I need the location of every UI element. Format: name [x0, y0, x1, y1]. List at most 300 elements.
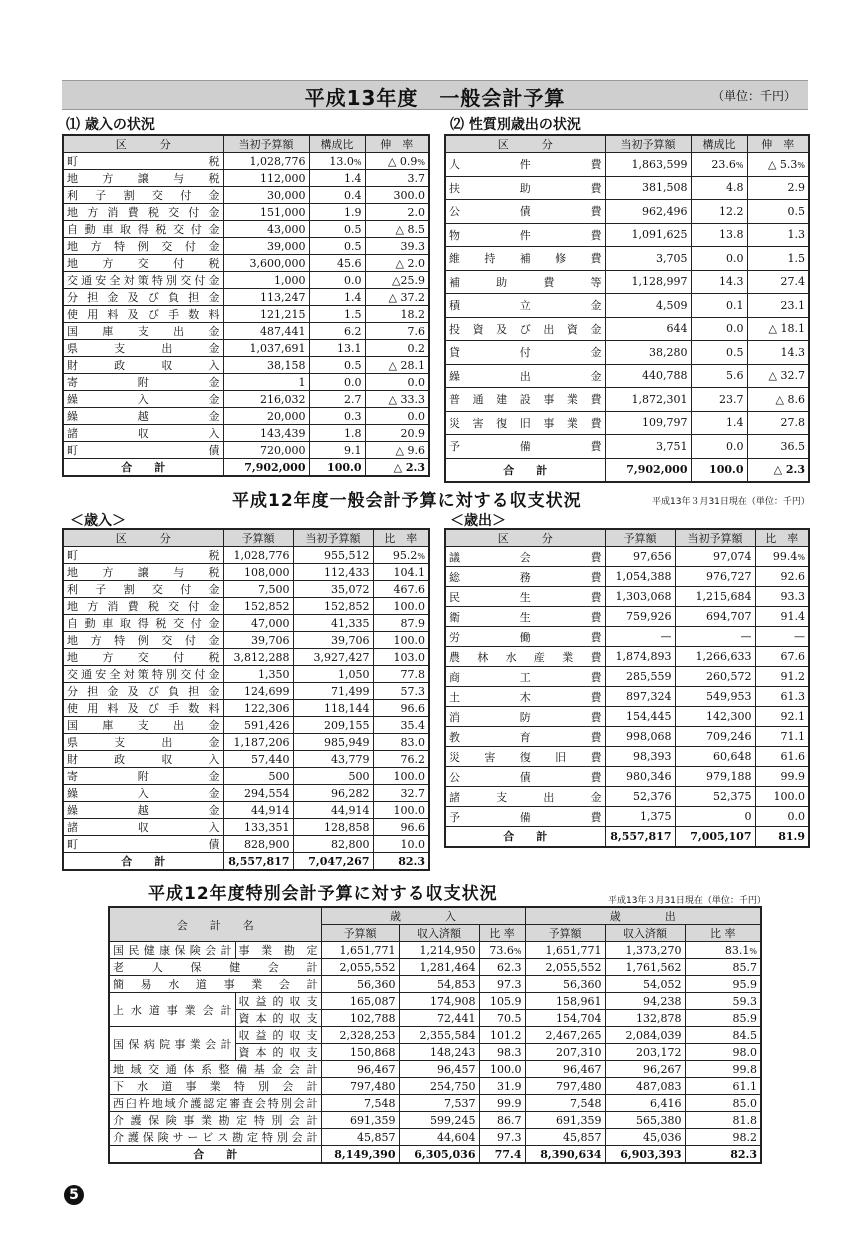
table-row [63, 323, 429, 340]
cell-value: 828,900 [223, 836, 293, 853]
cell-value: 56,360 [525, 976, 605, 993]
total-label: 合 計 [63, 853, 223, 871]
cell-value: 45.6 [309, 255, 365, 272]
cell-value: 2,328,253 [321, 1027, 399, 1044]
table-row [445, 747, 809, 767]
cell-value: 3.7 [365, 170, 429, 187]
cell-value: 96.6 [373, 700, 429, 717]
cell-value: 30,000 [223, 187, 309, 204]
cell-value: 98.2 [685, 1129, 761, 1146]
column-header: 伸 率 [747, 135, 809, 153]
cell-value: 96,467 [321, 1061, 399, 1078]
expenditure-header: 歳 出 [525, 907, 761, 925]
cell-value: 45,857 [525, 1129, 605, 1146]
cell-value: 151,000 [223, 204, 309, 221]
table-row [445, 294, 809, 318]
cell-value: 2,055,552 [525, 959, 605, 976]
column-header: 区 分 [445, 135, 605, 153]
cell-value: — [675, 627, 755, 647]
cell-value: 549,953 [675, 687, 755, 707]
cell-value: 71.1 [755, 727, 809, 747]
row-label: 地方譲与税 [63, 170, 223, 187]
cell-value: 152,852 [293, 598, 373, 615]
cell-value: 38,280 [605, 341, 691, 365]
cell-value: 1.3 [747, 223, 809, 247]
table-row [445, 388, 809, 412]
cell-value: 1,187,206 [223, 734, 293, 751]
total-row [109, 1146, 761, 1164]
cell-value: 1,863,599 [605, 153, 691, 177]
cell-value: 100.0 [373, 802, 429, 819]
cell-value: 209,155 [293, 717, 373, 734]
table-row [63, 819, 429, 836]
unit-note: （単位：千円） [711, 89, 796, 103]
row-label: 人件費 [445, 153, 605, 177]
header-row [63, 529, 429, 547]
cell-value: 1,091,625 [605, 223, 691, 247]
cell-value: 47,000 [223, 615, 293, 632]
cell-value: 158,961 [525, 993, 605, 1010]
total-value: 6,903,393 [605, 1146, 685, 1164]
cell-value: 979,188 [675, 767, 755, 787]
cell-value: 0.5 [309, 221, 365, 238]
column-header: 予算額 [605, 529, 675, 547]
column-header: 比 率 [685, 925, 761, 942]
table-row [445, 787, 809, 807]
total-value: 8,390,634 [525, 1146, 605, 1164]
cell-value: △ 8.6 [747, 388, 809, 412]
row-label: 教育費 [445, 727, 605, 747]
cell-value: 14.3 [691, 270, 747, 294]
cell-value: 73.6% [479, 942, 525, 959]
cell-value: 1,761,562 [605, 959, 685, 976]
column-header: 区 分 [63, 529, 223, 547]
table-row [63, 408, 429, 425]
table-row [445, 647, 809, 667]
cell-value: 1,373,270 [605, 942, 685, 959]
cell-value: 2,084,039 [605, 1027, 685, 1044]
cell-value: △ 0.9% [365, 153, 429, 170]
cell-value: 0.0 [691, 435, 747, 459]
cell-value: 1,028,776 [223, 153, 309, 170]
cell-value: 43,000 [223, 221, 309, 238]
row-label: 地方消費税交付金 [63, 204, 223, 221]
total-label: 合 計 [445, 458, 605, 482]
cell-value: 13.1 [309, 340, 365, 357]
cell-value: 4,509 [605, 294, 691, 318]
cell-value: 113,247 [223, 289, 309, 306]
cell-value: 96.6 [373, 819, 429, 836]
total-value: 81.9 [755, 827, 809, 847]
cell-value: 9.1 [309, 442, 365, 459]
table-row [445, 153, 809, 177]
cell-value: 44,604 [399, 1129, 479, 1146]
special-accounts-note: 平成13年３月31日現在（単位：千円） [608, 896, 766, 906]
total-value: 82.3 [685, 1146, 761, 1164]
cell-value: 27.4 [747, 270, 809, 294]
row-label: 貸付金 [445, 341, 605, 365]
table-row [445, 341, 809, 365]
column-header: 伸 率 [365, 135, 429, 153]
cell-value: 100.0 [755, 787, 809, 807]
table-row [445, 223, 809, 247]
cell-value: — [755, 627, 809, 647]
cell-value: 1,303,068 [605, 587, 675, 607]
cell-value: 112,433 [293, 564, 373, 581]
column-header: 当初予算額 [223, 135, 309, 153]
header-row [445, 529, 809, 547]
cell-value: 14.3 [747, 341, 809, 365]
column-header: 区 分 [445, 529, 605, 547]
table-row [63, 391, 429, 408]
table-row [63, 564, 429, 581]
cell-value: 92.6 [755, 567, 809, 587]
cell-value: 104.1 [373, 564, 429, 581]
row-label: 公債費 [445, 767, 605, 787]
cell-value: 57,440 [223, 751, 293, 768]
total-value: 7,902,000 [223, 459, 309, 477]
row-label: 扶助費 [445, 176, 605, 200]
table-row [445, 667, 809, 687]
table-row [63, 221, 429, 238]
table-row [445, 247, 809, 271]
total-label: 合 計 [109, 1146, 321, 1164]
cell-value: 122,306 [223, 700, 293, 717]
cell-value: 1,651,771 [321, 942, 399, 959]
row-label: 財政収入 [63, 751, 223, 768]
cell-value: 97.3 [479, 1129, 525, 1146]
table-row [63, 547, 429, 564]
row-label: 総務費 [445, 567, 605, 587]
special-accounts-title: 平成12年度特別会計予算に対する収支状況 [148, 884, 498, 904]
cell-value: 0.0 [691, 247, 747, 271]
cell-value: 0.0 [755, 807, 809, 827]
cell-value: 1,281,464 [399, 959, 479, 976]
column-header: 収入済額 [399, 925, 479, 942]
cell-value: 5.6 [691, 364, 747, 388]
cell-value: 124,699 [223, 683, 293, 700]
row-label: 使用料及び手数料 [63, 700, 223, 717]
row-label: 町債 [63, 442, 223, 459]
table-row [63, 581, 429, 598]
account-name: 簡易水道事業会計 [109, 976, 321, 993]
cell-value: 85.7 [685, 959, 761, 976]
cell-value: 18.2 [365, 306, 429, 323]
cell-value: 13.8 [691, 223, 747, 247]
table-row [63, 425, 429, 442]
table-row [445, 727, 809, 747]
row-label: 寄附金 [63, 768, 223, 785]
percent-mark: % [749, 946, 758, 956]
table-row [445, 607, 809, 627]
cell-value: 85.9 [685, 1010, 761, 1027]
cell-value: 759,926 [605, 607, 675, 627]
cell-value: 962,496 [605, 200, 691, 224]
cell-value: 96,282 [293, 785, 373, 802]
row-label: 県支出金 [63, 340, 223, 357]
cell-value: 100.0 [373, 768, 429, 785]
cell-value: 154,445 [605, 707, 675, 727]
row-label: 消防費 [445, 707, 605, 727]
cell-value: 35,072 [293, 581, 373, 598]
table-row [63, 340, 429, 357]
cell-value: 99.9 [479, 1095, 525, 1112]
percent-mark: % [417, 551, 425, 561]
cell-value: 1,000 [223, 272, 309, 289]
row-label: 諸収入 [63, 425, 223, 442]
row-label: 県支出金 [63, 734, 223, 751]
cell-value: 13.0% [309, 153, 365, 170]
cell-value: 1,872,301 [605, 388, 691, 412]
cell-value: 118,144 [293, 700, 373, 717]
cell-value: 976,727 [675, 567, 755, 587]
column-header: 構成比 [691, 135, 747, 153]
table-row [63, 615, 429, 632]
cell-value: 61.6 [755, 747, 809, 767]
row-label: 自動車取得税交付金 [63, 615, 223, 632]
cell-value: 3,705 [605, 247, 691, 271]
row-label: 町税 [63, 547, 223, 564]
table-row [63, 289, 429, 306]
account-subdivision: 事業勘定 [235, 942, 321, 959]
cell-value: 1,128,997 [605, 270, 691, 294]
table-row [445, 707, 809, 727]
table-row [63, 442, 429, 459]
cell-value: △ 8.5 [365, 221, 429, 238]
cell-value: 1,651,771 [525, 942, 605, 959]
account-name: 下水道事業特別会計 [109, 1078, 321, 1095]
table-row [63, 802, 429, 819]
cell-value: 148,243 [399, 1044, 479, 1061]
table-row [63, 649, 429, 666]
cell-value: 35.4 [373, 717, 429, 734]
cell-value: 98.0 [685, 1044, 761, 1061]
cell-value: △ 9.6 [365, 442, 429, 459]
cell-value: 59.3 [685, 993, 761, 1010]
cell-value: 61.1 [685, 1078, 761, 1095]
total-label: 合 計 [445, 827, 605, 847]
cell-value: 99.8 [685, 1061, 761, 1078]
cell-value: 23.6% [691, 153, 747, 177]
cell-value: 467.6 [373, 581, 429, 598]
table-row [109, 993, 761, 1010]
cell-value: 95.2% [373, 547, 429, 564]
total-label: 合 計 [63, 459, 223, 477]
account-name: 国民健康保険会計 [109, 942, 235, 959]
cell-value: 98,393 [605, 747, 675, 767]
table-row [109, 1095, 761, 1112]
cell-value: △ 33.3 [365, 391, 429, 408]
row-label: 使用料及び手数料 [63, 306, 223, 323]
cell-value: 599,245 [399, 1112, 479, 1129]
row-label: 交通安全対策特別交付金 [63, 272, 223, 289]
cell-value: 39,000 [223, 238, 309, 255]
cell-value: 39.3 [365, 238, 429, 255]
cell-value: 20.9 [365, 425, 429, 442]
cell-value: 4.8 [691, 176, 747, 200]
cell-value: 83.0 [373, 734, 429, 751]
cell-value: 1,874,893 [605, 647, 675, 667]
row-label: 分担金及び負担金 [63, 683, 223, 700]
total-value: 8,557,817 [223, 853, 293, 871]
account-subdivision: 収益的収支 [235, 1027, 321, 1044]
table-row [63, 272, 429, 289]
column-header: 構成比 [309, 135, 365, 153]
cell-value: 2.7 [309, 391, 365, 408]
cell-value: 72,441 [399, 1010, 479, 1027]
cell-value: 36.5 [747, 435, 809, 459]
cell-value: 52,376 [605, 787, 675, 807]
cell-value: 128,858 [293, 819, 373, 836]
row-label: 国庫支出金 [63, 717, 223, 734]
cell-value: 97,656 [605, 547, 675, 567]
cell-value: 694,707 [675, 607, 755, 627]
cell-value: 1.9 [309, 204, 365, 221]
cell-value: 1,028,776 [223, 547, 293, 564]
row-label: 諸支出金 [445, 787, 605, 807]
percent-mark: % [735, 160, 744, 170]
revenue-section-title: ⑴ 歳入の状況 [66, 117, 155, 133]
row-label: 公債費 [445, 200, 605, 224]
cell-value: 2.0 [365, 204, 429, 221]
cell-value: 92.1 [755, 707, 809, 727]
cell-value: 1,050 [293, 666, 373, 683]
cell-value: 70.5 [479, 1010, 525, 1027]
table-row [63, 187, 429, 204]
cell-value: 203,172 [605, 1044, 685, 1061]
cell-value: 1.4 [309, 289, 365, 306]
table-row [445, 200, 809, 224]
row-label: 災害復旧事業費 [445, 411, 605, 435]
table-row [445, 567, 809, 587]
cell-value: 1.4 [691, 411, 747, 435]
cell-value: 102,788 [321, 1010, 399, 1027]
row-label: 維持補修費 [445, 247, 605, 271]
cell-value: 91.2 [755, 667, 809, 687]
total-value: 8,149,390 [321, 1146, 399, 1164]
cell-value: 41,335 [293, 615, 373, 632]
cell-value: 174,908 [399, 993, 479, 1010]
table-row [445, 587, 809, 607]
cell-value: 260,572 [675, 667, 755, 687]
cell-value: 2,467,265 [525, 1027, 605, 1044]
cell-value: 720,000 [223, 442, 309, 459]
total-value: 7,005,107 [675, 827, 755, 847]
table-row [109, 1112, 761, 1129]
cell-value: 23.7 [691, 388, 747, 412]
total-row [445, 458, 809, 482]
cell-value: 96,467 [525, 1061, 605, 1078]
row-label: 町税 [63, 153, 223, 170]
header-row [63, 135, 429, 153]
cell-value: 60,648 [675, 747, 755, 767]
cell-value: 94,238 [605, 993, 685, 1010]
table-row [63, 683, 429, 700]
row-label: 国庫支出金 [63, 323, 223, 340]
row-label: 普通建設事業費 [445, 388, 605, 412]
cell-value: 96,267 [605, 1061, 685, 1078]
cell-value: 709,246 [675, 727, 755, 747]
account-name: 老人保健会計 [109, 959, 321, 976]
h12-revenue-title: ＜歳入＞ [70, 513, 126, 529]
cell-value: 897,324 [605, 687, 675, 707]
h12-revenue-table [62, 528, 430, 871]
cell-value: 955,512 [293, 547, 373, 564]
cell-value: 797,480 [525, 1078, 605, 1095]
column-header: 予算額 [525, 925, 605, 942]
cell-value: 93.3 [755, 587, 809, 607]
table-row [63, 666, 429, 683]
row-label: 寄附金 [63, 374, 223, 391]
account-subdivision: 収益的収支 [235, 993, 321, 1010]
account-name: 介護保険事業勘定特別会計 [109, 1112, 321, 1129]
table-row [63, 374, 429, 391]
cell-value: 57.3 [373, 683, 429, 700]
column-header: 収入済額 [605, 925, 685, 942]
table-row [63, 238, 429, 255]
cell-value: 95.9 [685, 976, 761, 993]
cell-value: 112,000 [223, 170, 309, 187]
cell-value: 1,215,684 [675, 587, 755, 607]
cell-value: 44,914 [223, 802, 293, 819]
row-label: 自動車取得税交付金 [63, 221, 223, 238]
cell-value: 27.8 [747, 411, 809, 435]
row-label: 投資及び出資金 [445, 317, 605, 341]
cell-value: 45,036 [605, 1129, 685, 1146]
cell-value: 7,537 [399, 1095, 479, 1112]
table-row [109, 959, 761, 976]
cell-value: 1,350 [223, 666, 293, 683]
cell-value: 500 [293, 768, 373, 785]
table-row [63, 357, 429, 374]
row-label: 衛生費 [445, 607, 605, 627]
row-label: 予備費 [445, 807, 605, 827]
cell-value: 54,052 [605, 976, 685, 993]
cell-value: 0 [675, 807, 755, 827]
cell-value: △ 37.2 [365, 289, 429, 306]
cell-value: △25.9 [365, 272, 429, 289]
percent-mark: % [353, 157, 362, 167]
cell-value: 38,158 [223, 357, 309, 374]
cell-value: 39,706 [293, 632, 373, 649]
cell-value: 0.5 [309, 357, 365, 374]
cell-value: 87.9 [373, 615, 429, 632]
table-row [63, 785, 429, 802]
row-label: 町債 [63, 836, 223, 853]
cell-value: △ 5.3% [747, 153, 809, 177]
cell-value: 103.0 [373, 649, 429, 666]
cell-value: — [605, 627, 675, 647]
cell-value: 2.9 [747, 176, 809, 200]
cell-value: 487,083 [605, 1078, 685, 1095]
row-label: 繰入金 [63, 785, 223, 802]
cell-value: 99.9 [755, 767, 809, 787]
cell-value: △ 32.7 [747, 364, 809, 388]
cell-value: 150,868 [321, 1044, 399, 1061]
row-label: 繰出金 [445, 364, 605, 388]
cell-value: 0.1 [691, 294, 747, 318]
cell-value: △ 18.1 [747, 317, 809, 341]
cell-value: 61.3 [755, 687, 809, 707]
cell-value: 3,927,427 [293, 649, 373, 666]
table-row [445, 270, 809, 294]
cell-value: 85.0 [685, 1095, 761, 1112]
cell-value: 71,499 [293, 683, 373, 700]
cell-value: 294,554 [223, 785, 293, 802]
cell-value: 644 [605, 317, 691, 341]
cell-value: 154,704 [525, 1010, 605, 1027]
cell-value: 6,416 [605, 1095, 685, 1112]
